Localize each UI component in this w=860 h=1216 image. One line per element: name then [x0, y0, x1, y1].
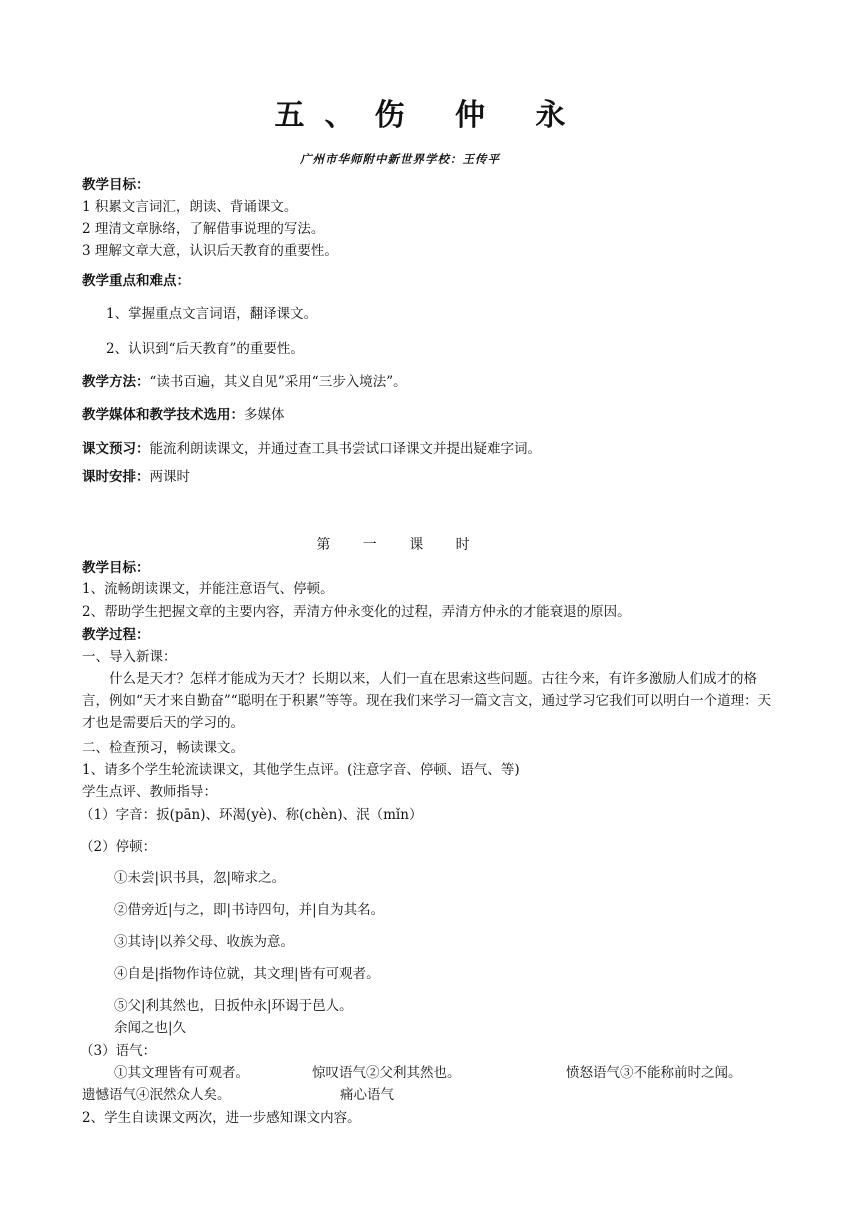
- tone-item: ①其文理皆有可观者。: [114, 1065, 249, 1081]
- list-item: 2、学生自读课文两次，进一步感知课文内容。: [82, 1110, 361, 1126]
- step-heading: 一、导入新课：: [82, 649, 177, 665]
- lesson-goals-heading: 教学目标：: [82, 560, 150, 576]
- pause-item: ④自是|指物作诗位就，其文理|皆有可观者。: [114, 966, 380, 982]
- method-label: 教学方法：: [82, 374, 150, 390]
- goals-heading: 教学目标：: [82, 177, 150, 193]
- lesson-goal-item: 2、帮助学生把握文章的主要内容，弄清方仲永变化的过程，弄清方仲永的才能衰退的原因。: [82, 604, 631, 620]
- pause-heading: （2）停顿：: [80, 839, 157, 855]
- goal-item: 3 理解文章大意，认识后天教育的重要性。: [82, 243, 338, 259]
- tone-item: 愤怒语气③不能称前时之闻。: [566, 1065, 742, 1081]
- pause-item: ⑤父|利其然也，日扳仲永|环谒于邑人。: [114, 998, 353, 1014]
- intro-paragraph: 什么是天才？怎样才能成为天才？长期以来，人们一直在思索这些问题。古往今来，有许多激励人们成才的格言，例如“天才来自勤奋”“聪明在于积累”等等。现在我们来学习一篇文言文，通过学习它我们可以明白一个道理：天才也是需要后天的学习的。: [82, 671, 772, 731]
- author-line: 广州市华师附中新世界学校：王传平: [300, 152, 500, 166]
- tone-heading: （3）语气：: [80, 1043, 157, 1059]
- media-label: 教学媒体和教学技术选用：: [82, 407, 244, 423]
- goal-item: 1 积累文言词汇，朗读、背诵课文。: [82, 199, 298, 215]
- preview-text: 能流利朗读课文，并通过查工具书尝试口译课文并提出疑难字词。: [149, 441, 541, 457]
- lesson-heading: 第 一 课 时: [316, 537, 484, 553]
- schedule-label: 课时安排：: [82, 469, 150, 485]
- method-text: “读书百遍，其义自见”采用“三步入境法”。: [149, 374, 407, 390]
- lesson-goal-item: 1、流畅朗读课文，并能注意语气、停顿。: [82, 581, 334, 597]
- preview-label: 课文预习：: [82, 441, 150, 457]
- pause-item: ②借旁近|与之，即|书诗四句，并|自为其名。: [114, 902, 385, 918]
- media-text: 多媒体: [244, 407, 285, 423]
- schedule-text: 两课时: [149, 469, 190, 485]
- page-title: 五、伤 仲 永: [274, 98, 586, 133]
- key-points-heading: 教学重点和难点：: [82, 273, 190, 289]
- pronunciation-line: （1）字音：扳(pān)、环渴(yè)、称(chèn)、泯（mǐn）: [80, 807, 423, 823]
- list-item: 学生点评、教师指导：: [82, 784, 217, 800]
- pause-item: 余闻之也|久: [114, 1020, 187, 1036]
- tone-item: 遗憾语气④泯然众人矣。: [82, 1087, 231, 1103]
- tone-item: 惊叹语气②父利其然也。: [312, 1065, 461, 1081]
- pause-item: ③其诗|以养父母、收族为意。: [114, 934, 295, 950]
- key-point-item: 1、掌握重点文言词语，翻译课文。: [106, 306, 318, 322]
- pause-item: ①未尝|识书具，忽|啼求之。: [114, 870, 286, 886]
- process-heading: 教学过程：: [82, 627, 150, 643]
- schedule-line: [82, 468, 190, 486]
- method-line: [82, 373, 407, 391]
- preview-line: [82, 440, 541, 458]
- step-heading: 二、检查预习，畅读课文。: [82, 740, 244, 756]
- key-point-item: 2、认识到“后天教育”的重要性。: [106, 341, 304, 357]
- tone-item: 痛心语气: [340, 1087, 394, 1103]
- goal-item: 2 理清文章脉络，了解借事说理的写法。: [82, 221, 325, 237]
- list-item: 1、请多个学生轮流读课文，其他学生点评。(注意字音、停顿、语气、等): [82, 762, 520, 778]
- media-line: [82, 406, 285, 424]
